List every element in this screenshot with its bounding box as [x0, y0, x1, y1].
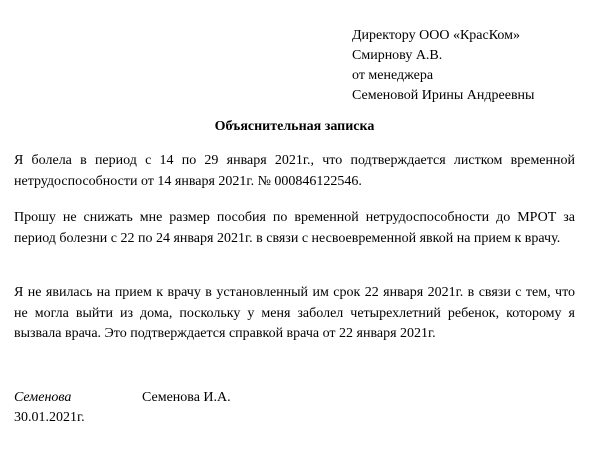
- paragraph-illness-period: Я болела в период с 14 по 29 января 2021г., что подтверждается листком временной нетрудоспособности от 14 января 2021г. № 000846122546.: [14, 153, 575, 189]
- sender-name: Семеновой Ирины Андреевны: [352, 88, 535, 103]
- document-title: Объяснительная записка: [214, 119, 375, 134]
- addressee-director: Директору ООО «КрасКом»: [352, 28, 520, 43]
- addressee-name: Смирнову А.В.: [352, 48, 443, 63]
- addressee-block: [352, 26, 534, 106]
- handwritten-signature: Семенова: [14, 390, 72, 405]
- paragraph-request: Прошу не снижать мне размер пособия по временной нетрудоспособности до МРОТ за период болезни с 22 по 24 января 2021г. в связи с несвоевременной явкой на прием к врачу.: [14, 210, 575, 246]
- paragraph-reason: Я не явилась на прием к врачу в установленный им срок 22 января 2021г. в связи с тем, что не могла выйти из дома, поскольку у меня заболел четырехлетний ребенок, которому я вызвала врача. Это подтверждается справкой врача от 22 января 2021г.: [14, 285, 575, 341]
- signature-row: [14, 390, 414, 410]
- signature-name: Семенова И.А.: [142, 390, 231, 405]
- document-date: 30.01.2021г.: [14, 410, 85, 425]
- sender-position: от менеджера: [352, 68, 434, 83]
